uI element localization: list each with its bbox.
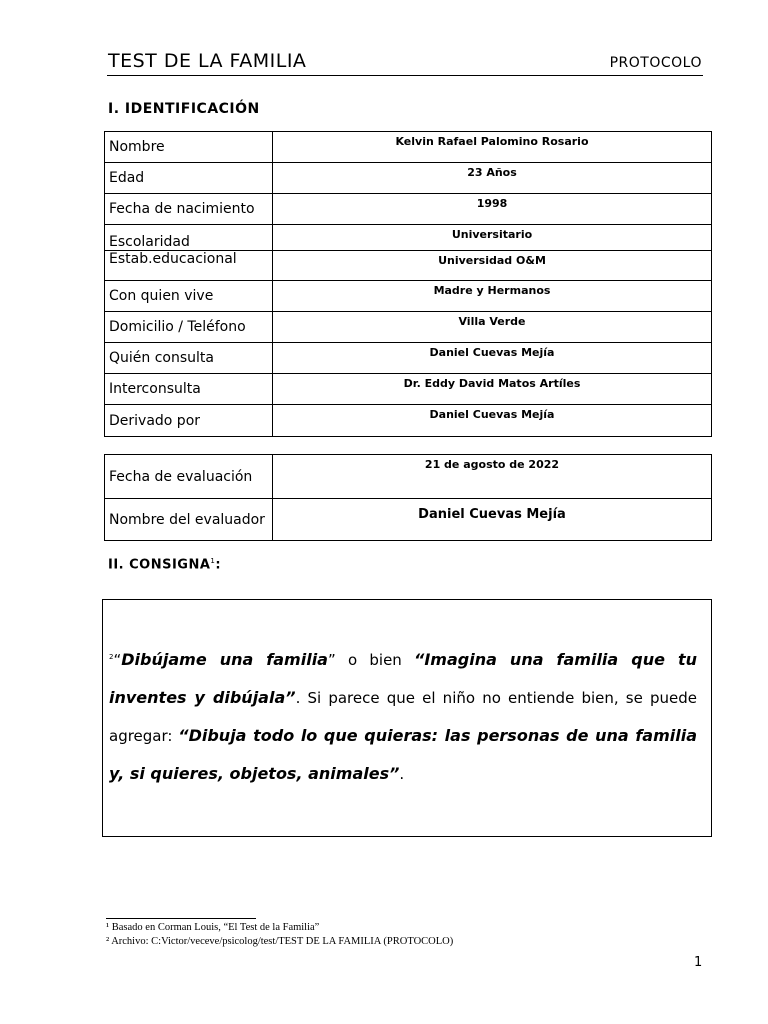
- row-label: Escolaridad: [105, 225, 273, 251]
- table-row: [105, 281, 712, 312]
- row-label: Con quien vive: [105, 281, 273, 312]
- instruction-text: $^2$“Dibújame una familia” o bien “Imagina una familia que tu inventes y dibújala”. Si parece que el niño no entiende bien, se puede agregar: “Dibuja todo lo que quieras: las personas de una familia y, si quieres, objetos, animales”.: [109, 650, 698, 783]
- table-row: [105, 455, 712, 499]
- table-row: [105, 194, 712, 225]
- page-number: 1: [694, 955, 703, 970]
- row-label: Nombre: [105, 132, 273, 163]
- header-divider: [107, 75, 703, 76]
- row-value: 21 de agosto de 2022: [273, 455, 712, 499]
- table-row: [105, 405, 712, 437]
- row-label: Fecha de nacimiento: [105, 194, 273, 225]
- section-identificacion-title: I. IDENTIFICACIÓN: [108, 101, 260, 117]
- table-row: [105, 132, 712, 163]
- table-row: [105, 499, 712, 541]
- table-row: [105, 343, 712, 374]
- row-value: 23 Años: [273, 163, 712, 194]
- row-value: Madre y Hermanos: [273, 281, 712, 312]
- row-value: Daniel Cuevas Mejía: [273, 405, 712, 437]
- row-label: Domicilio / Teléfono: [105, 312, 273, 343]
- row-value: Daniel Cuevas Mejía: [273, 499, 712, 541]
- row-label: Nombre del evaluador: [105, 499, 273, 541]
- row-label: Fecha de evaluación: [105, 455, 273, 499]
- evaluation-table: [104, 454, 712, 541]
- page-title: TEST DE LA FAMILIA: [108, 50, 307, 72]
- row-label: Derivado por: [105, 405, 273, 437]
- footnote-1: ¹ Basado en Corman Louis, “El Test de la Familia”: [106, 922, 320, 933]
- footnote-2: ² Archivo: C:Victor/veceve/psicolog/test/TEST DE LA FAMILIA (PROTOCOLO): [106, 936, 454, 947]
- row-value: Dr. Eddy David Matos Artíles: [273, 374, 712, 405]
- row-value: Kelvin Rafael Palomino Rosario: [273, 132, 712, 163]
- row-value: Universidad O&M: [273, 251, 712, 281]
- section-consigna-title: II. CONSIGNA$^1$:: [108, 557, 222, 573]
- row-value: Daniel Cuevas Mejía: [273, 343, 712, 374]
- header-protocol-label: PROTOCOLO: [609, 55, 702, 71]
- row-value: 1998: [273, 194, 712, 225]
- table-row: [105, 374, 712, 405]
- row-label: Estab.educacional: [105, 251, 273, 281]
- row-label: Quién consulta: [105, 343, 273, 374]
- identification-table: [104, 131, 712, 437]
- row-label: Edad: [105, 163, 273, 194]
- table-row: [105, 225, 712, 251]
- instruction-box: [102, 599, 712, 837]
- row-value: Universitario: [273, 225, 712, 251]
- row-label: Interconsulta: [105, 374, 273, 405]
- footnote-divider: [106, 918, 256, 919]
- table-row: [105, 163, 712, 194]
- row-value: Villa Verde: [273, 312, 712, 343]
- table-row: [105, 251, 712, 281]
- table-row: [105, 312, 712, 343]
